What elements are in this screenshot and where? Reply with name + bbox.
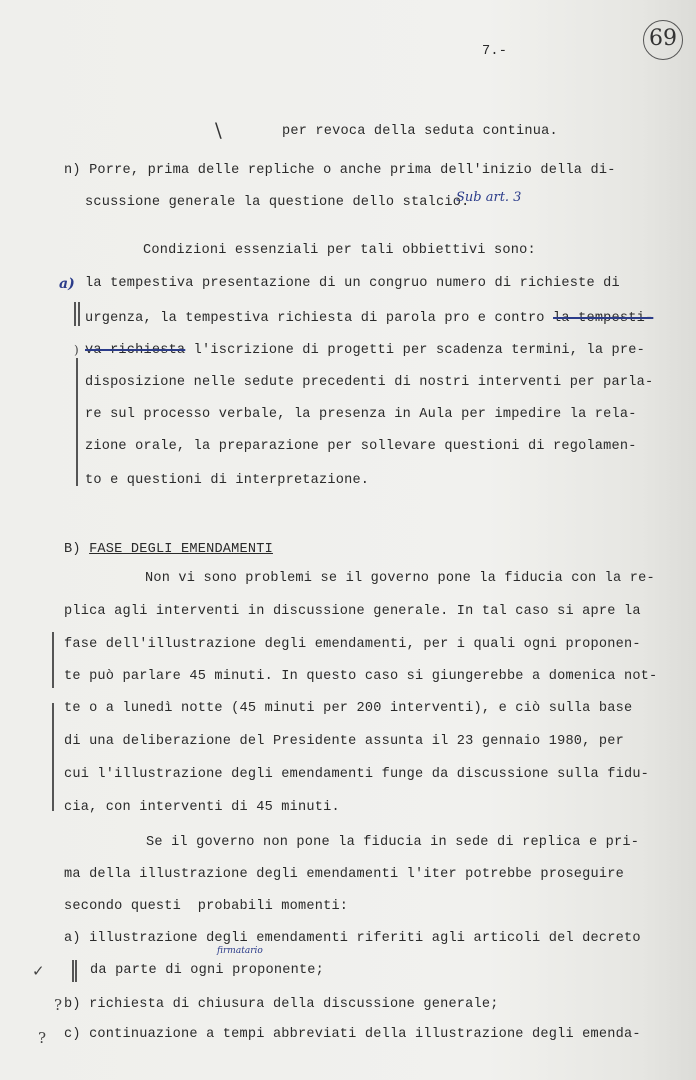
text-line: Se il governo non pone la fiducia in sede di replica e pri-	[146, 835, 640, 850]
margin-bracket	[52, 703, 54, 811]
text-line: plica agli interventi in discussione generale. In tal caso si apre la	[64, 604, 641, 619]
handwritten-mark: a)	[59, 276, 75, 292]
page-number: 7.-	[482, 44, 508, 59]
text-line: disposizione nelle sedute precedenti di nostri interventi per parla-	[85, 375, 654, 390]
handwritten-note: firmatario	[217, 946, 263, 956]
text-segment: l'iscrizione di progetti per scadenza termini, la pre-	[185, 343, 645, 358]
text-line: te o a lunedì notte (45 minuti per 200 interventi), e ciò sulla base	[64, 701, 633, 716]
text-line: per revoca della seduta continua.	[282, 124, 558, 139]
list-item: c) continuazione a tempi abbreviati della illustrazione degli emenda-	[64, 1027, 641, 1042]
section-title: FASE DEGLI EMENDAMENTI	[89, 542, 273, 557]
question-mark: ?	[38, 1029, 47, 1047]
text-line: cia, con interventi di 45 minuti.	[64, 800, 340, 815]
page-stamp	[643, 20, 683, 60]
tick-mark: \	[215, 118, 222, 142]
text-line: scussione generale la questione dello stalcio.	[85, 195, 470, 210]
text-line: la tempestiva presentazione di un congruo numero di richieste di	[85, 276, 620, 291]
text-line: n) Porre, prima delle repliche o anche prima dell'inizio della di-	[64, 163, 616, 178]
margin-mark	[72, 960, 74, 982]
text-line: secondo questi probabili momenti:	[64, 899, 349, 914]
text-line: te può parlare 45 minuti. In questo caso si giungerebbe a domenica not-	[64, 669, 658, 684]
handwritten-note: Sub art. 3	[456, 190, 522, 205]
list-item: a) illustrazione degli emendamenti riferiti agli articoli del decreto	[64, 931, 641, 946]
list-item: b) richiesta di chiusura della discussione generale;	[64, 997, 499, 1012]
margin-mark	[74, 302, 76, 326]
text-line: fase dell'illustrazione degli emendamenti, per i quali ogni proponen-	[64, 637, 641, 652]
text-line	[85, 311, 653, 326]
text-line: Condizioni essenziali per tali obbiettivi sono:	[143, 243, 536, 258]
stamp-number: 69	[649, 26, 677, 51]
text-line: Non vi sono problemi se il governo pone la fiducia con la re-	[145, 571, 655, 586]
text-line: ma della illustrazione degli emendamenti l'iter potrebbe proseguire	[64, 867, 624, 882]
text-line: cui l'illustrazione degli emendamenti funge da discussione sulla fidu-	[64, 767, 650, 782]
struck-text: va richiesta	[85, 343, 186, 358]
text-line	[85, 343, 645, 358]
margin-mark	[52, 632, 54, 688]
question-mark: ?	[54, 996, 63, 1014]
text-line: zione orale, la preparazione per sollevare questioni di regolamen-	[85, 439, 637, 454]
margin-bracket	[76, 358, 78, 486]
margin-paren: )	[74, 343, 79, 357]
text-line: to e questioni di interpretazione.	[85, 473, 370, 488]
section-heading	[64, 542, 273, 557]
struck-text: la tempesti-	[553, 311, 654, 326]
text-line: di una deliberazione del Presidente assunta il 23 gennaio 1980, per	[64, 734, 624, 749]
list-item: da parte di ogni proponente;	[90, 963, 325, 978]
text-segment: urgenza, la tempestiva richiesta di parola pro e contro	[85, 311, 554, 326]
section-letter: B)	[64, 542, 90, 557]
margin-mark	[78, 302, 80, 326]
check-mark: ✓	[32, 962, 45, 980]
margin-mark	[75, 960, 77, 982]
text-line: re sul processo verbale, la presenza in Aula per impedire la rela-	[85, 407, 637, 422]
